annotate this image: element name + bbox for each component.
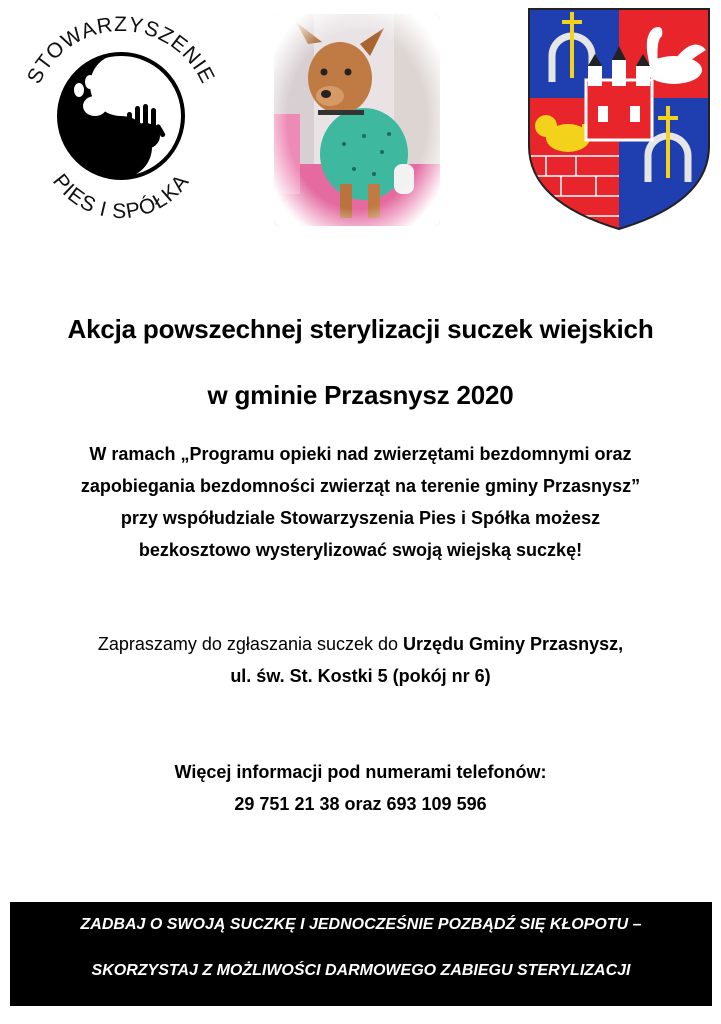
banner-line2: SKORZYSTAJ Z MOŻLIWOŚCI DARMOWEGO ZABIEGU STERYLIZACJI bbox=[91, 962, 631, 979]
intro-paragraph bbox=[0, 438, 721, 566]
intro-line: przy współudziale Stowarzyszenia Pies i Spółka możesz bbox=[120, 508, 601, 528]
office-name: Urzędu Gminy Przasnysz, bbox=[403, 634, 624, 654]
intro-line: bezkosztowo wysterylizować swoją wiejską suczkę! bbox=[138, 540, 583, 560]
coat-of-arms bbox=[526, 6, 712, 232]
contact-phones: 29 751 21 38 oraz 693 109 596 bbox=[234, 794, 487, 814]
association-logo bbox=[10, 8, 232, 228]
invitation-paragraph bbox=[0, 628, 721, 692]
contact-info bbox=[0, 756, 721, 820]
page-title-line2: w gminie Przasnysz 2020 bbox=[207, 380, 514, 410]
banner-line1: ZADBAJ O SWOJĄ SUCZKĘ I JEDNOCZEŚNIE POZBĄDŹ SIĘ KŁOPOTU – bbox=[80, 916, 642, 933]
office-address: ul. św. St. Kostki 5 (pokój nr 6) bbox=[230, 666, 491, 686]
call-to-action-banner bbox=[10, 902, 712, 1006]
contact-label: Więcej informacji pod numerami telefonów: bbox=[174, 762, 547, 782]
intro-line: zapobiegania bezdomności zwierząt na terenie gminy Przasnysz” bbox=[80, 476, 641, 496]
logo-text-top: STOWARZYSZENIE bbox=[22, 12, 220, 88]
page-title-line1: Akcja powszechnej sterylizacji suczek wiejskich bbox=[67, 314, 654, 344]
logo-text-bottom: PIES I SPÓŁKA bbox=[48, 169, 194, 224]
dog-photo bbox=[274, 14, 440, 226]
invite-prefix: Zapraszamy do zgłaszania suczek do bbox=[97, 634, 404, 654]
intro-line: W ramach „Programu opieki nad zwierzętami bezdomnymi oraz bbox=[89, 444, 632, 464]
